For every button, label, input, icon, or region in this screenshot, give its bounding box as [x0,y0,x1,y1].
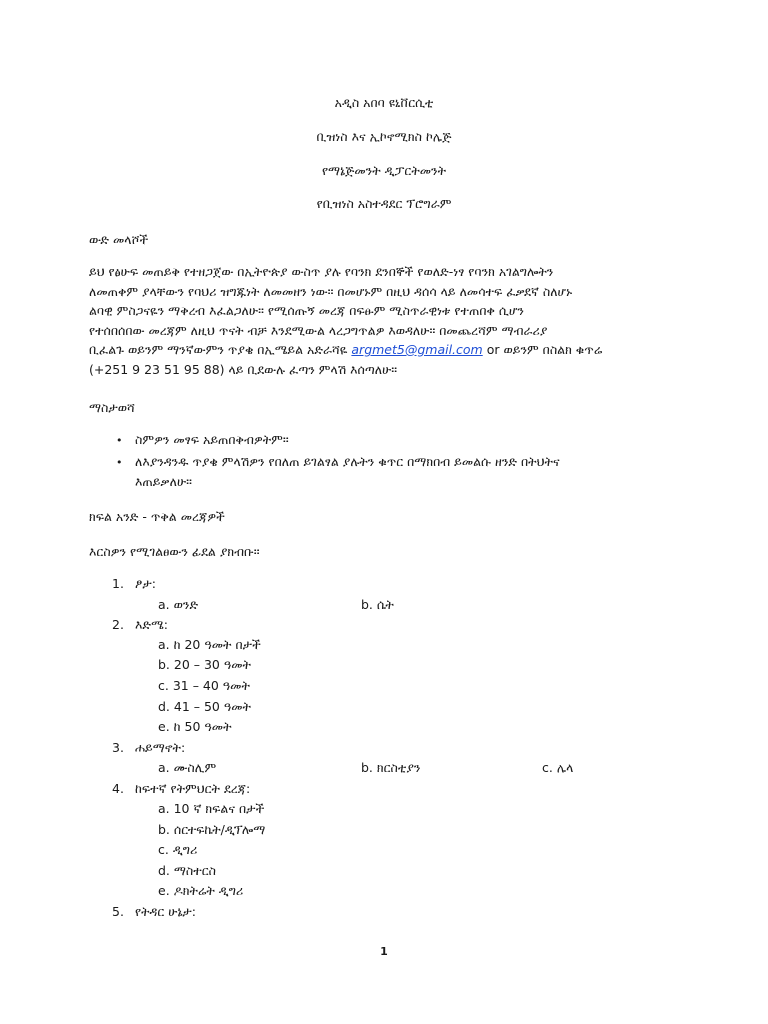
answer-option[interactable]: a. ወንድ [158,597,199,612]
answer-option[interactable]: d. ማስተርስ [158,863,216,878]
salutation: ውድ መላሾች [89,232,149,247]
intro-paragraph [89,262,689,379]
department-name: የማኔጅመንት ዲፓርትመንት [321,163,447,178]
intro-line-text: ቢፈልጉ ወይንም ማንኛውምን ጥያቄ በኢሜይል አድራሻዬ [89,342,352,357]
question-number: 3. [112,740,124,755]
intro-line [89,340,689,360]
question-number: 2. [112,617,124,632]
question-text: እድሜ: [135,617,168,632]
answer-option[interactable]: d. 41 – 50 ዓመት [158,699,251,714]
program-name: የቢዝነስ አስተዳደር ፕሮግራም [316,196,452,211]
notes-title: ማስታወሻ [89,400,135,415]
intro-line-text: or ወይንም በስልክ ቁጥሬ [482,342,603,357]
question-text: የትዳር ሁኔታ: [135,904,196,919]
answer-option[interactable]: c. 31 – 40 ዓመት [158,678,250,693]
intro-line: ይህ የፅሁፍ መጠይቅ የተዘጋጀው በኢትዮጵያ ውስጥ ያሉ የባንክ ደንበኞች የወለድ-ነፃ የባንክ አገልግሎትን [89,264,554,279]
answer-option[interactable]: a. 10 ኛ ክፍልና በታች [158,801,265,816]
question-number: 1. [112,576,124,591]
answer-option[interactable]: b. ክርስቲያን [361,760,421,775]
answer-option[interactable]: c. ዲግሪ [158,842,198,857]
intro-line: ልባዊ ምስጋናዬን ማቅረብ እፈልጋለሁ። የሚሰጡኝ መረጃ በፍፁም ሚስጥራዊነቱ የተጠበቀ ሲሆን [89,303,524,318]
intro-line: የተሰበሰበው መረጃም ለዚህ ጥናት ብቻ እንደሚውል ላረጋግጥልዎ እወዳለሁ። በመጨረሻም ማብራሪያ [89,322,548,338]
answer-option[interactable]: b. 20 – 30 ዓመት [158,657,251,672]
question-text: ሐይማኖት: [135,740,186,755]
question-number: 4. [112,781,124,796]
answer-option[interactable]: b. ሰርተፍኬት/ዲፕሎማ [158,822,266,837]
bullet-icon: • [116,456,123,469]
question-text: ከፍተኛ የትምህርት ደረጃ: [135,781,251,796]
note-item: ለእያንዳንዱ ጥያቄ ምላሽዎን የበለጠ ይገልፃል ያሉትን ቁጥር በማክበብ ይመልሱ ዘንድ በትህትና [135,454,560,469]
note-item: ስምዎን መፃፍ አይጠበቅብዎትም። [135,432,289,447]
intro-line: (+251 9 23 51 95 88) ላይ ቢደውሉ ፈጣን ምላሽ እሰጣለሁ። [89,361,398,377]
bullet-icon: • [116,434,123,447]
college-name: ቢዝነስ እና ኢኮኖሚክስ ኮሌጅ [316,129,452,144]
answer-option[interactable]: a. ሙስሊም [158,760,217,775]
intro-line: ለመጠቀም ያላቸውን የባህሪ ዝግጁነት ለመመዘን ነው። በመሆኑም በዚህ ዳሰሳ ላይ ለመሳተፍ ፈቃደኛ ስለሆኑ [89,283,573,299]
section-title: ክፍል አንድ - ጥቅል መረጃዎች [89,509,225,524]
note-item-continuation: እጠይቃለሁ። [135,474,193,489]
answer-option[interactable]: e. ከ 50 ዓመት [158,719,232,734]
question-text: ፆታ: [135,576,156,591]
question-number: 5. [112,904,124,919]
email-link[interactable]: argmet5@gmail.com [351,342,483,357]
answer-option[interactable]: e. ዶክትሬት ዲግሪ [158,883,244,898]
answer-option[interactable]: b. ሴት [361,597,394,612]
page-number: 1 [380,945,388,958]
university-name: አዲስ አበባ ዩኒቨርሲቲ [334,95,434,110]
section-instruction: እርስዎን የሚገልፀውን ፊደል ያክብቡ። [89,544,260,559]
answer-option[interactable]: a. ከ 20 ዓመት በታች [158,637,261,652]
answer-option[interactable]: c. ሌላ [542,760,574,775]
